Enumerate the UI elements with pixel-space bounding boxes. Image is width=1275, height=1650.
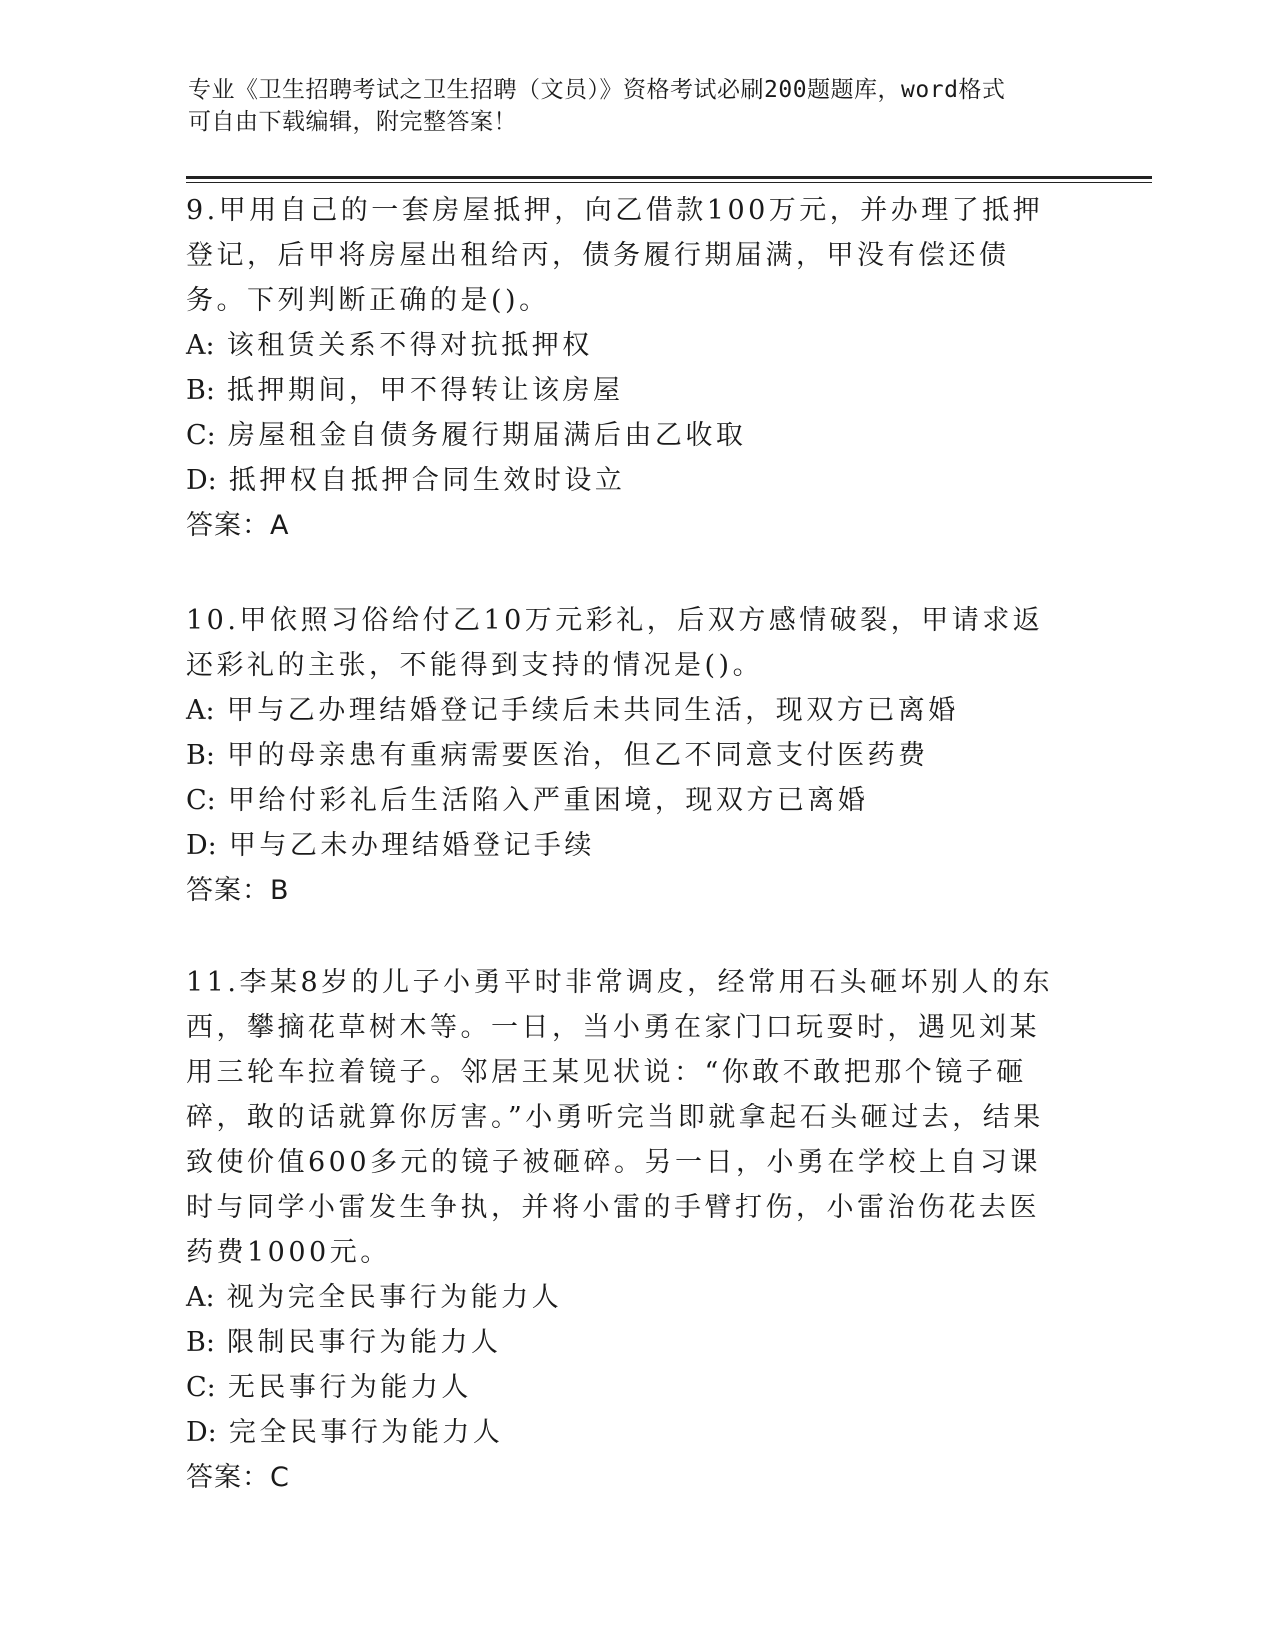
question-block — [186, 188, 1066, 548]
option-label: D: — [186, 830, 217, 861]
option-text: 房屋租金自债务履行期届满后由乙收取 — [227, 420, 747, 451]
option-text: 完全民事行为能力人 — [228, 1417, 504, 1448]
option-text: 甲给付彩礼后生活陷入严重困境，现双方已离婚 — [227, 785, 869, 816]
option-c — [186, 778, 1066, 823]
option-label: D: — [186, 465, 217, 496]
option-d — [186, 1410, 1066, 1455]
option-label: A: — [186, 1282, 215, 1313]
option-text: 视为完全民事行为能力人 — [226, 1282, 563, 1313]
option-a — [186, 323, 1066, 368]
question-text: 11.李某8岁的儿子小勇平时非常调皮，经常用石头砸坏别人的东西，攀摘花草树木等。一日，当小勇在家门口玩耍时，遇见刘某用三轮车拉着镜子。邻居王某见状说：“你敢不敢把那个镜子砸碎，敢的话就算你厉害。”小勇听完当即就拿起石头砸过去，结果致使价值600多元的镜子被砸碎。另一日，小勇在学校上自习课时与同学小雷发生争执，并将小雷的手臂打伤，小雷治伤花去医药费1000元。 — [186, 967, 1054, 1268]
option-label: A: — [186, 695, 215, 726]
option-c — [186, 1365, 1066, 1410]
option-text: 抵押权自抵押合同生效时设立 — [228, 465, 626, 496]
header-line-1: 专业《卫生招聘考试之卫生招聘（文员）》资格考试必刷200题题库，word格式 — [188, 77, 1006, 103]
option-label: C: — [186, 1372, 216, 1403]
option-text: 无民事行为能力人 — [227, 1372, 472, 1403]
question-block — [186, 960, 1066, 1500]
option-d — [186, 458, 1066, 503]
answer-line: 答案：C — [186, 1462, 290, 1493]
option-d — [186, 823, 1066, 868]
option-label: D: — [186, 1417, 217, 1448]
option-text: 甲的母亲患有重病需要医治，但乙不同意支付医药费 — [227, 740, 929, 771]
option-label: B: — [186, 375, 215, 406]
option-label: A: — [186, 330, 215, 361]
option-text: 该租赁关系不得对抗抵押权 — [226, 330, 593, 361]
option-text: 甲与乙未办理结婚登记手续 — [228, 830, 595, 861]
document-header — [188, 74, 1068, 138]
question-block — [186, 598, 1066, 913]
question-text: 10.甲依照习俗给付乙10万元彩礼，后双方感情破裂，甲请求返还彩礼的主张，不能得到支持的情况是()。 — [186, 605, 1044, 681]
header-line-2: 可自由下载编辑，附完整答案！ — [188, 109, 517, 135]
option-label: C: — [186, 785, 216, 816]
answer-line: 答案：B — [186, 875, 290, 906]
header-divider-thick — [186, 176, 1152, 179]
option-label: C: — [186, 420, 216, 451]
option-b — [186, 368, 1066, 413]
option-a — [186, 688, 1066, 733]
option-c — [186, 413, 1066, 458]
option-text: 抵押期间，甲不得转让该房屋 — [227, 375, 624, 406]
option-text: 限制民事行为能力人 — [227, 1327, 502, 1358]
option-b — [186, 1320, 1066, 1365]
option-text: 甲与乙办理结婚登记手续后未共同生活，现双方已离婚 — [226, 695, 959, 726]
question-text: 9.甲用自己的一套房屋抵押，向乙借款100万元，并办理了抵押登记，后甲将房屋出租给丙，债务履行期届满，甲没有偿还债务。下列判断正确的是()。 — [186, 195, 1044, 316]
option-label: B: — [186, 1327, 215, 1358]
header-divider-thin — [186, 182, 1152, 183]
option-label: B: — [186, 740, 215, 771]
option-b — [186, 733, 1066, 778]
answer-line: 答案：A — [186, 510, 290, 541]
option-a — [186, 1275, 1066, 1320]
